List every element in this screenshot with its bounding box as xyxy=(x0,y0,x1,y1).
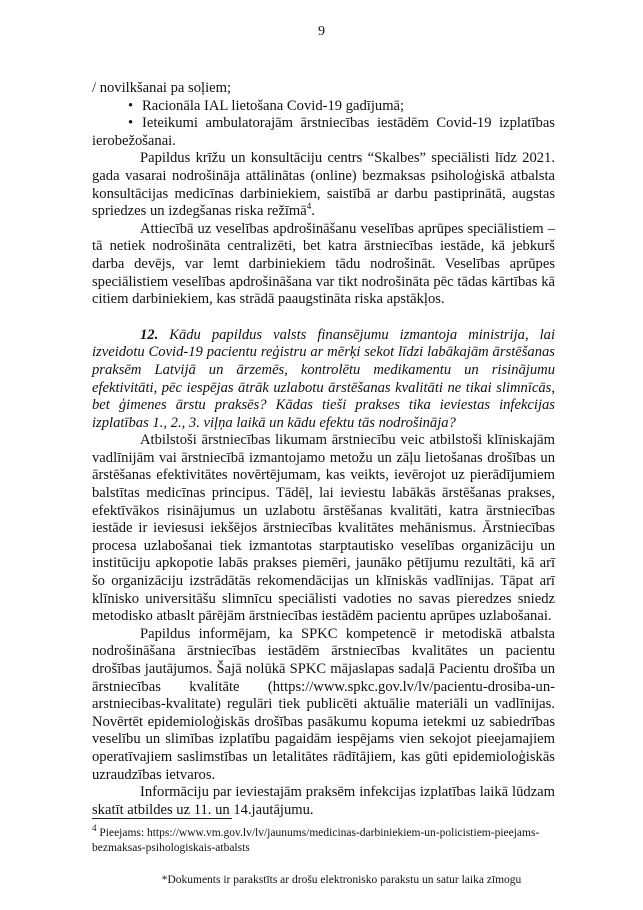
footnote-separator xyxy=(92,818,232,819)
signature-note: *Dokuments ir parakstīts ar drošu elektronisko parakstu un satur laika zīmogu xyxy=(161,874,522,886)
paragraph-law: Atbilstoši ārstniecības likumam ārstniecību veic atbilstoši klīniskajām vadlīnijām vai ārstniecībā izmantojamo metožu un zāļu lietošanas drošības un ārstēšanas efektivitātes novērtējumam, kas veikts, ievērojot uz pierādījumiem balstītas medicīnas principus. Tādēļ, lai ieviestu labākās ārstēšanas prakses, efektīvākos risinājumus un uzlabotu ārstēšanas kvalitāti, katra ārstniecības iestāde ir ieviesusi iekšējos ārstniecības kvalitātes mehānismus. Ārstniecības procesa uzlabošanai tiek izmantotas starptautisko veselības organizāciju un institūciju apkopotie labās prakses piemēri, jaunāko pētījumu rezultāti, kā arī šo organizāciju izstrādātās rekomendācijas un klīniskās vadlīnijas. Tāpat arī klīnisko universitāšu slimnīcu speciālisti vadoties no savas pieredzes sniedz metodisko atbaslt pārējām ārstniecības iestādēm pacientu aprūpes uzlabošanai. xyxy=(92,432,555,625)
bullet-icon: • xyxy=(128,97,134,114)
paragraph-text: Papildus krīžu un konsultāciju centrs “Skalbes” speciālisti līdz 2021. gada vasarai nodrošināja attālinātas (online) bezmaksas psiholoģiskā atbalsta konsultācijas medicīnas darbiniekiem, saistībā ar darbu pastiprinātā, augstas spriedzes un izdegšanas riska režīmā xyxy=(92,150,555,220)
footnote-text: Pieejams: https://www.vm.gov.lv/lv/jaunums/medicinas-darbiniekiem-un-policistiem-pieejams-bezmaksas-psihologiskais-atbalsts xyxy=(92,827,540,854)
footnote-marker: 4 xyxy=(92,823,97,834)
footnote-reference: 4 xyxy=(306,201,312,212)
list-continuation: / novilkšanai pa soļiem; xyxy=(92,80,232,96)
bullet-text: Ieteikumi ambulatorajām ārstniecības iestādēm Covid-19 izplatības ierobežošanai. xyxy=(92,115,555,149)
paragraph-spkc: Papildus informējam, ka SPKC kompetencē ir metodiskā atbalsta nodrošināšana ārstniecības iestādēm ārstniecības kvalitātes un pacientu drošības jautājumos. Šajā nolūkā SPKC mājaslapas sadaļā Pacientu drošība un ārstniecības kvalitāte (https://www.spkc.gov.lv/lv/pacientu-drosiba-un-arstniecibas-kvalitate) regulāri tiek publicēti aktuālie materiāli un vadlīnijas. Novērtēt epidemioloģiskās drošības pasākumu kopuma ietekmi uz sabiedrības veselību un slimības izplatību pagaidām iespējams vien sekojot pieejamajiem operatīvajiem saslimstības un letalitātes rādītājiem, kas gūti epidemioloģiskās uzraudzības ietvaros. xyxy=(92,625,555,783)
bullet-icon: • xyxy=(128,115,134,132)
question-number: 12. xyxy=(140,326,159,343)
paragraph-skalbes xyxy=(92,150,555,220)
bullet-item xyxy=(92,115,555,150)
document-body xyxy=(92,80,555,819)
bullet-item xyxy=(92,98,555,116)
question-12 xyxy=(92,327,555,433)
page-number: 9 xyxy=(318,24,325,39)
paragraph-insurance: Attiecībā uz veselības apdrošināšanu veselības aprūpes speciālistiem – tā netiek nodrošināta centralizēti, bet katra ārstniecības iestāde, kā jebkurš darba devējs, var lemt darbiniekiem tādu nodrošināt. Veselības aprūpes speciālistiem veselības apdrošināšana var tikt nodrošināta pēc tādas kārtības kā citiem darbiniekiem, kas strādā paaugstināta riska apstākļos. xyxy=(92,220,555,308)
paragraph-end: . xyxy=(311,203,315,220)
footnote xyxy=(92,823,562,856)
question-text: Kādu papildus valsts finansējumu izmantoja ministrija, lai izveidotu Covid-19 pacientu reģistru ar mērķi sekot līdzi labākajām ārstēšanas praksēm Latvijā un ārzemēs, kontrolētu medikamentu un risinājumu efektivitāti, pēc iespējas ātrāk uzlabotu ārstēšanas kvalitāti ne tikai slimnīcās, bet ģimenes ārstu praksēs? Kādas tieši prakses tika ieviestas infekcijas izplatības 1., 2., 3. viļņa laikā un kādu efektu tās nodrošināja? xyxy=(92,326,555,431)
paragraph-info: Informāciju par ieviestajām praksēm infekcijas izplatības laikā lūdzam skatīt atbildes uz 11. un 14.jautājumu. xyxy=(92,784,555,818)
bullet-text: Racionāla IAL lietošana Covid-19 gadījumā; xyxy=(142,97,405,114)
